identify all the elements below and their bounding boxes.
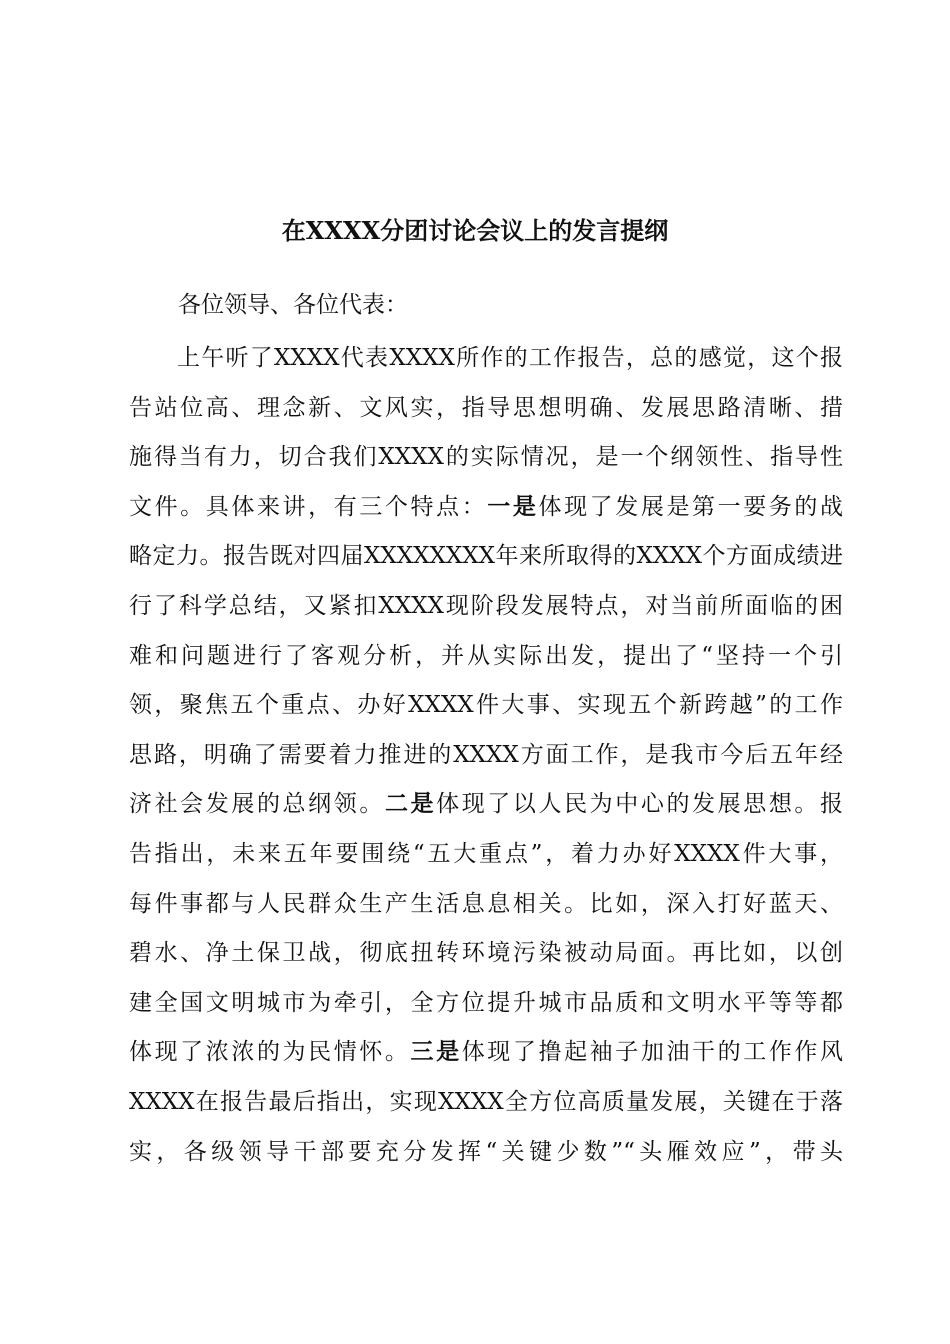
text-segment: 告站位高、理念新、文风实，指导思想明确、发展思路清晰、措 (129, 394, 843, 421)
text-line (129, 784, 843, 824)
text-line (129, 586, 843, 626)
text-line (129, 1132, 843, 1172)
text-line (129, 536, 843, 576)
text-line (129, 933, 843, 973)
text-line (129, 437, 843, 477)
text-segment: 体现了发展是第一要务的战 (538, 493, 844, 520)
text-segment: 难和问题进行了客观分析，并从实际出发，提出了“坚持一个引 (129, 642, 843, 669)
emphasis-marker: 一是 (487, 492, 539, 520)
emphasis-marker: 三是 (410, 1038, 462, 1066)
text-line (129, 1082, 843, 1122)
emphasis-marker: 二是 (384, 790, 437, 818)
text-segment: 领，聚焦五个重点、办好XXXX件大事、实现五个新跨越”的工作 (129, 692, 843, 719)
text-segment: 略定力。报告既对四届XXXXXXXX年来所取得的XXXX个方面成绩进 (129, 543, 843, 570)
text-line (129, 735, 843, 775)
text-segment: 思路，明确了需要着力推进的XXXX方面工作，是我市今后五年经 (129, 741, 843, 768)
text-line (129, 338, 843, 378)
text-line (129, 388, 843, 428)
text-line (129, 983, 843, 1023)
text-segment: 上午听了XXXX代表XXXX所作的工作报告，总的感觉，这个报 (177, 345, 843, 371)
greeting: 各位领导、各位代表： (178, 292, 408, 318)
text-segment: 每件事都与人民群众生产生活息息相关。比如，深入打好蓝天、 (129, 890, 843, 917)
text-segment: 体现了以人民为中心的发展思想。报 (436, 791, 844, 818)
text-segment: 实，各级领导干部要充分发挥“关键少数”“头雁效应”，带头 (129, 1138, 843, 1165)
text-segment: 行了科学总结，又紧扣XXXX现阶段发展特点，对当前所面临的困 (129, 593, 843, 619)
text-segment: 体现了浓浓的为民情怀。 (129, 1039, 411, 1066)
text-segment: XXXX在报告最后指出，实现XXXX全方位高质量发展，关键在于落 (129, 1089, 843, 1115)
text-line (129, 487, 843, 527)
text-segment: 告指出，未来五年要围绕“五大重点”，着力办好XXXX件大事， (129, 841, 843, 867)
text-line (129, 636, 843, 676)
text-segment: 施得当有力，切合我们XXXX的实际情况，是一个纲领性、指导性 (129, 444, 843, 471)
text-segment: 建全国文明城市为牵引，全方位提升城市品质和文明水平等等都 (129, 989, 843, 1016)
text-line (129, 884, 843, 924)
text-segment: 碧水、净土保卫战，彻底扭转环境污染被动局面。再比如，以创 (129, 940, 843, 967)
text-segment: 文件。具体来讲，有三个特点： (129, 493, 488, 520)
text-line (129, 1032, 843, 1072)
text-line (129, 685, 843, 725)
text-segment: 济社会发展的总纲领。 (129, 791, 385, 818)
text-line (129, 834, 843, 874)
text-segment: 体现了撸起袖子加油干的工作作风 (461, 1039, 844, 1066)
document-title: 在XXXX分团讨论会议上的发言提纲 (281, 216, 669, 245)
